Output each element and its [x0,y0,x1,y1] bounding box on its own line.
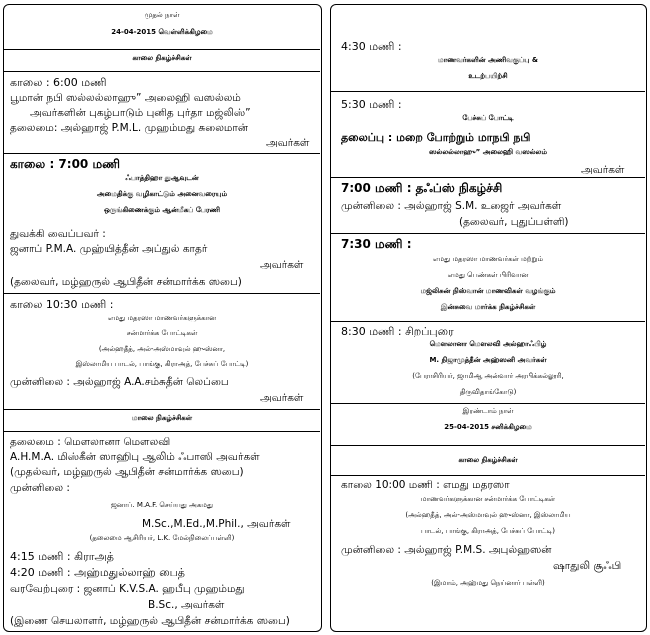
session-description: பாடல், பாங்கு, கிராஅத், பேச்சுப் போட்டி) [421,527,555,535]
speaker: மௌலானா மௌலவி அல்ஹாஃபிழ் [429,340,547,348]
session-title: உடற்பயிற்சி [468,72,508,80]
divider [331,475,645,476]
session-front: (தலைவர், புதுப்பள்ளி) [459,216,569,228]
evening-front: (தலைமை ஆசிரியர், L.K. மேல்நிலைப்பள்ளி) [89,534,235,542]
session-time: காலை 10:30 மணி : [10,298,114,311]
session-chair: அவர்கள் [266,137,310,149]
speaker-affiliation: திருவிதாங்கோடு) [459,388,517,396]
evening-item: 4:20 மணி : அஹ்மதுல்லாஹ் பைத் [10,566,185,579]
session-time: காலை 10:00 மணி : எமது மதரஸா [341,479,510,491]
evening-front: ஜனாப். M.A.F. செய்யது அகமது [110,501,214,509]
session-title: எமது பெண்கள் பிரிவான [447,271,529,279]
evening-welcome: (இணை செயலாளர், மழ்ஹருல் ஆபிதீன் சன்மார்க்க ஸபை) [10,615,290,627]
evening-item: 4:15 மணி : கிராஅத் [10,550,114,563]
speaker-affiliation: (பேராசிரியர், ஜாமிஆ அன்வார் அரபிக்கல்லூரி, [412,372,564,380]
session-description: அவர்களின் புகழ்பாடும் புனித புர்தா மஜ்லிஸ்” [30,107,251,119]
divider [4,293,320,294]
evening-front: M.Sc.,M.Ed.,M.Phil., அவர்கள் [142,518,291,530]
evening-welcome: B.Sc., அவர்கள் [148,599,225,611]
session-description: (அல்ஹதீத், அல்-அஸ்மாவுல் ஹுஸ்னா, இஸ்லாமிய [405,511,571,519]
session-title: பேச்சுப் போட்டி [462,114,514,122]
session-front: (இமாம், அஹ்மது நெய்னார் பள்ளி) [431,579,545,587]
session-time: 7:30 மணி : [341,237,412,251]
speaker: M. நிஜாமுத்தீன் அஹ்ஸனி அவர்கள் [429,356,547,364]
evening-programs-heading: மாலை நிகழ்ச்சிகள் [131,414,193,422]
session-time: 8:30 மணி : சிறப்புரை [341,325,454,338]
divider [331,403,645,404]
day2-date: 25-04-2015 சனிக்கிழமை [444,423,532,431]
session-title: அவர்கள் [581,164,625,176]
divider [331,91,645,92]
day2-title: இரண்டாம் நாள் [462,407,514,415]
session-time: 7:00 மணி : தஃப்ஸ் நிகழ்ச்சி [341,181,503,195]
session-starter: (தலைவர், மழ்ஹருல் ஆபிதீன் சன்மார்க்க ஸபை) [10,276,242,288]
session-front: முன்னிலை : அல்ஹாஜ் A.A.சம்சுதீன் லெப்பை [10,376,229,388]
session-title: தலைப்பு : மறை போற்றும் மாநபி நபி [341,131,531,144]
session-time: 5:30 மணி : [341,98,402,111]
session-title: எமது மதரஸா மாணவர்கள் மற்றும் [432,255,544,263]
session-front: முன்னிலை : அல்ஹாஜ் S.M. உஜைர் அவர்கள் [341,200,562,212]
session-description: (அல்ஹதீத், அல்-அஸ்மாவுல் ஹுஸ்னா, [98,345,226,353]
day1-title: முதல் நாள் [144,11,180,19]
session-chair: தலைமை: அல்ஹாஜ் P.M.L. முஹம்மது சுலைமான் [10,122,249,134]
left-column [3,4,322,632]
session-front: ஷாதுலி சூஃபி [553,560,622,572]
session-front: முன்னிலை : அல்ஹாஜ் P.M.S. அபுல்ஹஸன் [341,544,552,556]
session-title: ஸல்லல்லாஹு” அலைஹி வஸல்லம் [429,148,547,156]
session-starter: அவர்கள் [260,259,304,271]
session-time: காலை : 7:00 மணி [10,157,120,171]
session-title: மஜ்லிசுன் நிஸ்வான் மாணவிகள் வழங்கும் [420,287,556,295]
session-time: காலை : 6:00 மணி [10,76,107,89]
evening-front-label: முன்னிலை : [10,482,70,494]
session-title: மாணவர்களின் அணிவகுப்பு & [437,56,539,64]
session-description: எமது மதரஸா மாணவர்களுக்கான [107,314,217,322]
evening-welcome: வரவேற்புரை : ஜனாப் K.V.S.A. ஹபீபு முஹம்மது [10,583,245,595]
divider [331,321,645,322]
session-title: அமைதிக்கு வழிகாட்டும் அனைவரையும் [96,190,228,198]
evening-chair-label: தலைமை : மௌலானா மௌலவி [10,436,171,448]
session-description: இஸ்லாமிய பாடல், பாங்கு, கிராஅத், பேச்சுப் போட்டி) [75,360,249,368]
evening-chair: (முதல்வர், மழ்ஹருல் ஆபிதீன் சன்மார்க்க ஸபை) [10,466,244,478]
divider [331,445,645,446]
day1-date: 24-04-2015 வெள்ளிக்கிழமை [111,28,213,36]
right-column [330,4,647,632]
session-starter: ஜனாப் P.M.A. முஹ்யித்தீன் அப்துல் காதர் [10,243,208,255]
divider [331,233,645,234]
session-starter-label: துவக்கி வைப்பவர் : [10,228,106,240]
session-title: இன்சுவை மார்க்க நிகழ்ச்சிகள் [440,303,536,311]
divider [331,177,645,178]
divider [4,409,320,410]
morning2-heading: காலை நிகழ்ச்சிகள் [458,456,518,464]
morning-programs-heading: காலை நிகழ்ச்சிகள் [132,54,192,62]
session-description: பூமான் நபி ஸல்லல்லாஹு” அலைஹி வஸல்லம் [10,92,241,104]
session-title: ஃபாத்திஹா துஆவுடன் [125,174,199,182]
session-description: சன்மார்க்க போட்டிகள் [126,329,198,337]
session-description: மாணவர்களுக்கான சன்மார்க்க போட்டிகள் [420,495,556,503]
divider [4,49,320,50]
session-front: அவர்கள் [260,392,304,404]
divider [4,153,320,154]
divider [4,71,320,72]
divider [4,431,320,432]
evening-chair: A.H.M.A. மிஸ்கீன் ஸாஹிபு ஆலிம் ஃபாஸி அவர்கள் [10,451,260,463]
session-title: ஒருங்கிணைக்கும் ஆன்மீகப் பேரணி [103,206,221,214]
session-time: 4:30 மணி : [341,40,402,53]
